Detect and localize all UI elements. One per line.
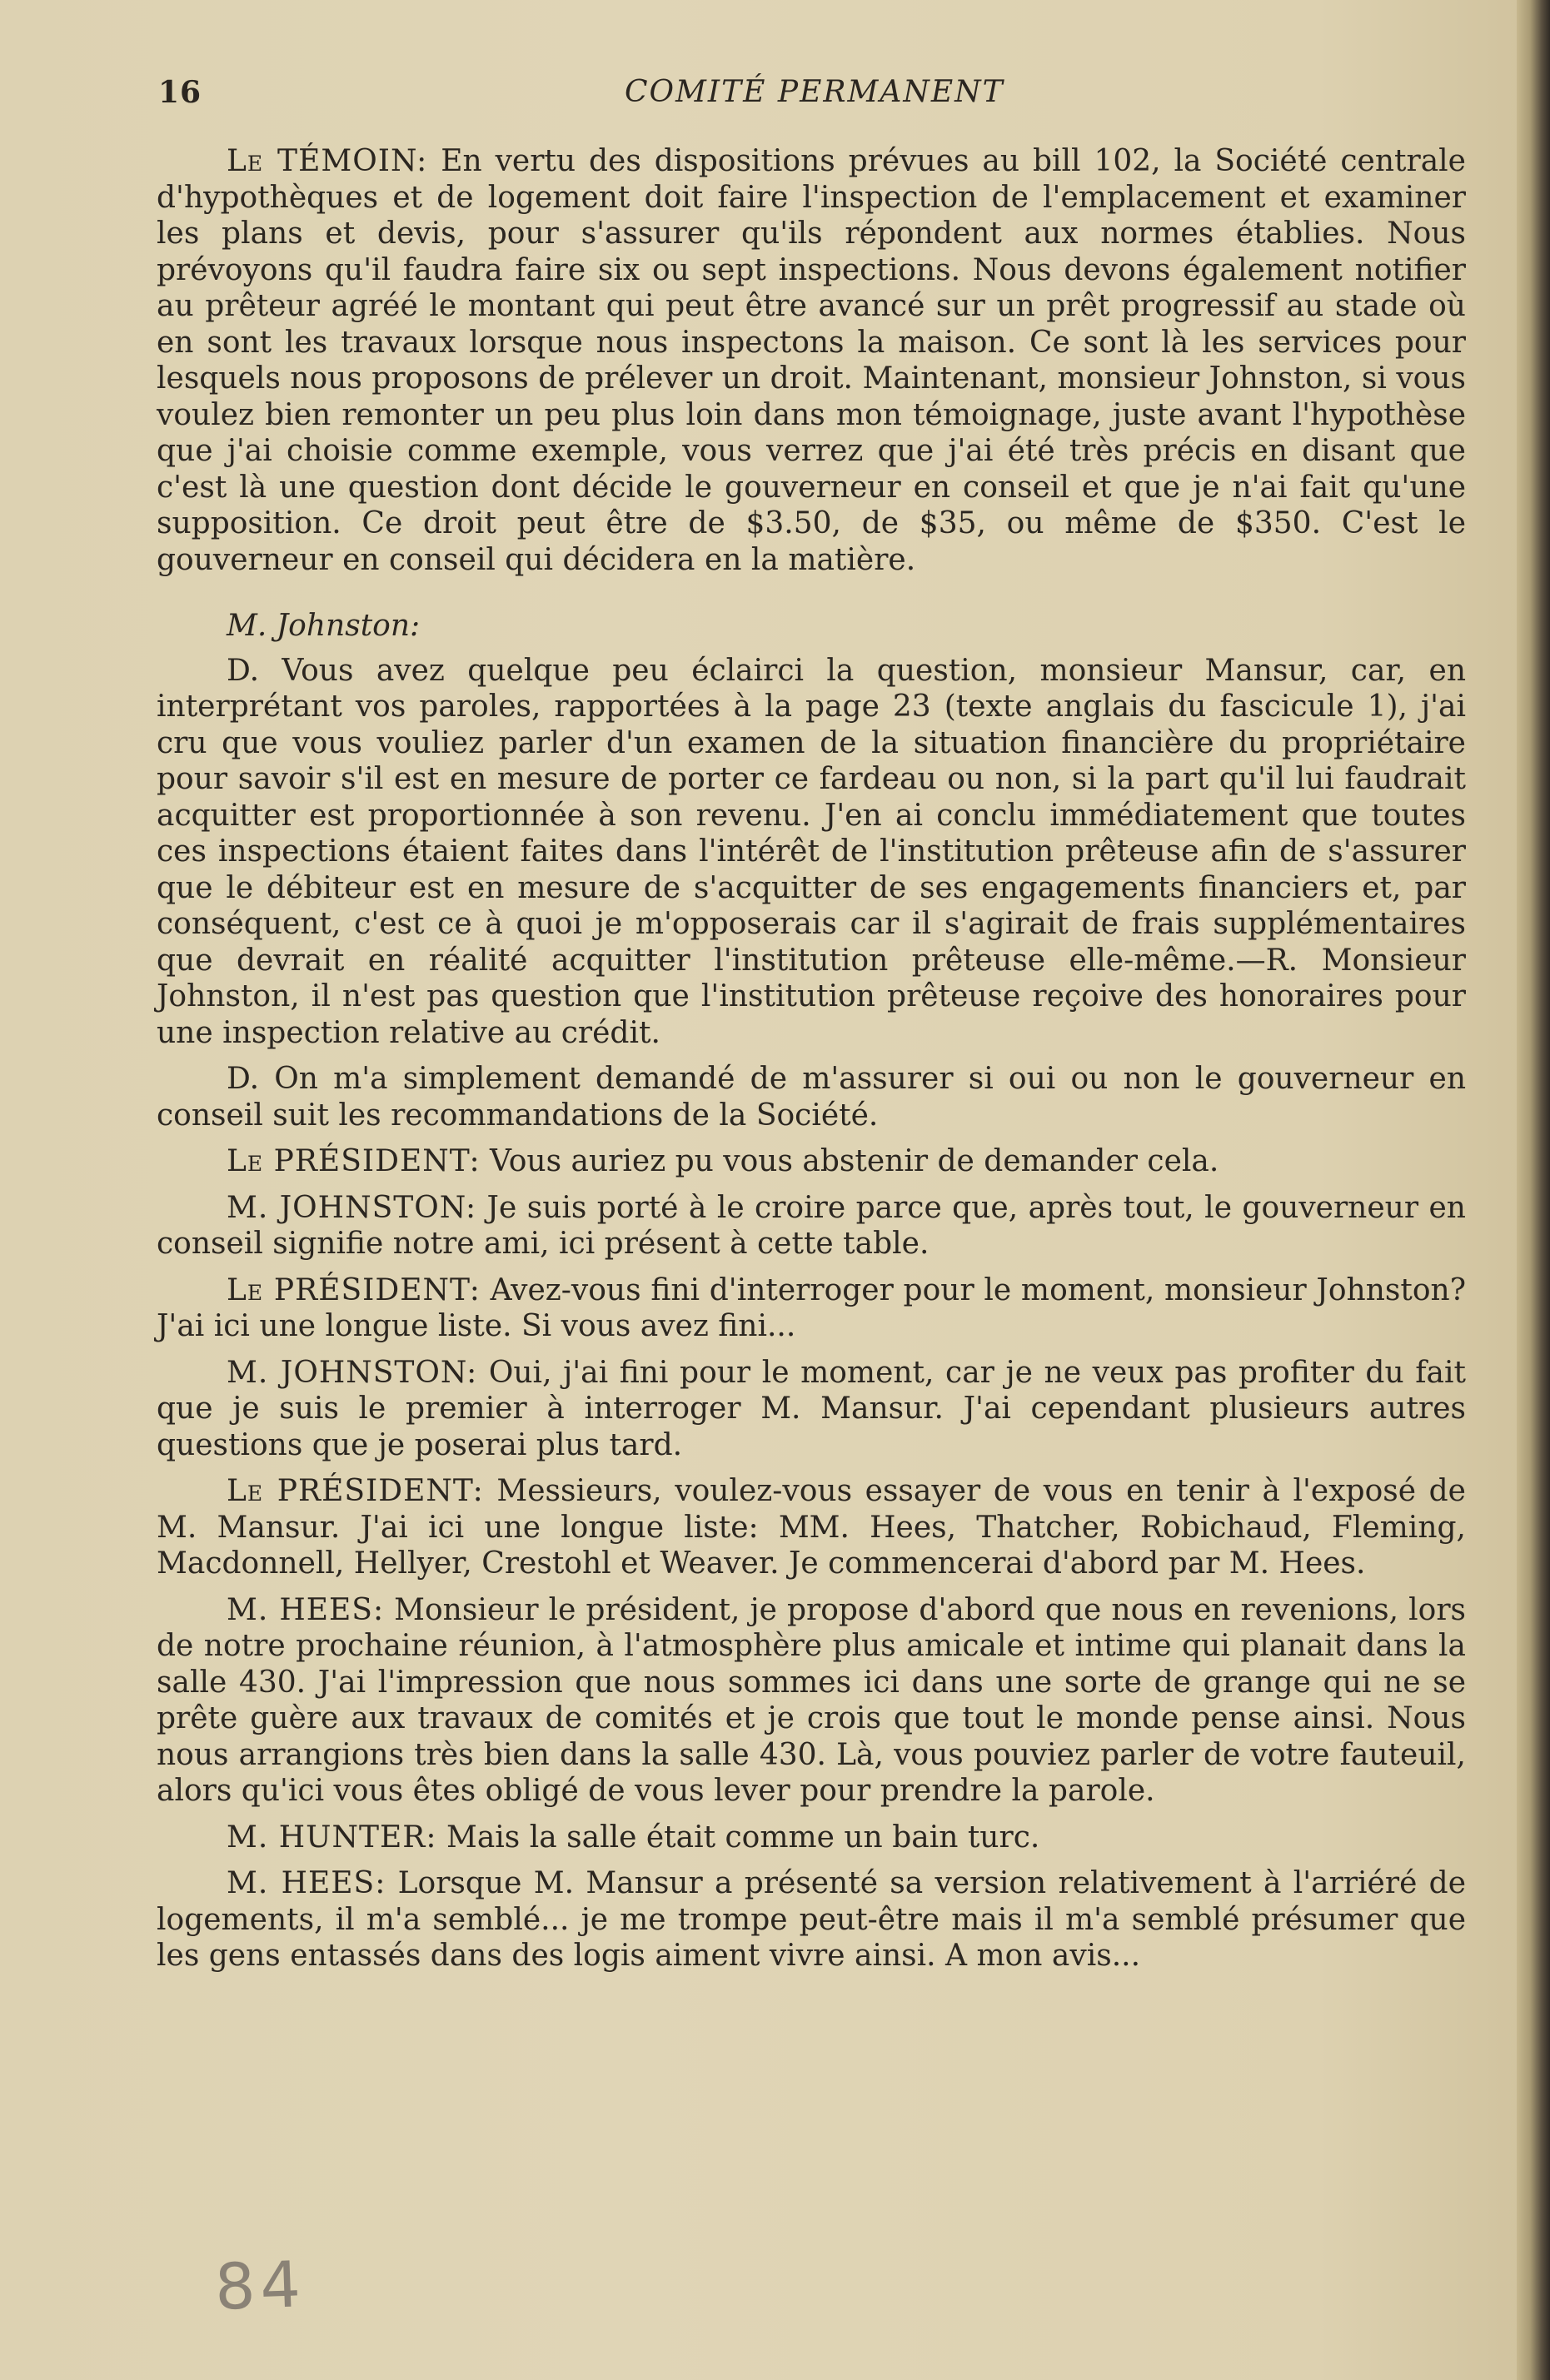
speaker-label: M. JOHNSTON: — [227, 1355, 478, 1390]
speaker-label: M. HUNTER: — [227, 1820, 437, 1855]
paragraph-text: Lorsque M. Mansur a présenté sa version relativement à l'arriéré de logements, il m'a semblé... je me trompe peut-être mais il m'a semblé présumer que les gens entassés dans des logis aiment vivre ainsi. A mon avis... — [157, 1866, 1467, 1973]
speaker-label: Le PRÉSIDENT: — [227, 1272, 481, 1307]
dialogue-paragraph — [157, 653, 1466, 1052]
running-title: COMITÉ PERMANENT — [625, 75, 1004, 109]
speaker-label: Le PRÉSIDENT: — [227, 1144, 481, 1178]
dialogue-paragraph — [157, 1190, 1466, 1262]
speaker-label: M. HEES: — [227, 1592, 385, 1627]
dialogue-paragraph — [157, 1355, 1466, 1464]
page-header — [158, 75, 1508, 125]
dialogue-paragraph — [157, 1865, 1466, 1974]
dialogue-paragraph — [157, 1592, 1466, 1810]
dialogue-paragraph — [157, 1272, 1466, 1345]
paragraph-text: D. On m'a simplement demandé de m'assurer si oui ou non le gouverneur en conseil suit les recommandations de la Société. — [157, 1062, 1466, 1133]
paragraph-text: Oui, j'ai fini pour le moment, car je ne veux pas profiter du fait que je suis le premier à interroger M. Mansur. J'ai cependant plusieurs autres questions que je poserai plus tard. — [157, 1355, 1466, 1462]
speaker-label: Le TÉMOIN: — [227, 144, 428, 178]
paragraph-temoin — [157, 143, 1466, 578]
dialogue-paragraph — [157, 1061, 1466, 1133]
dialogue-paragraph — [157, 1143, 1466, 1180]
handwritten-page-number: 84 — [213, 2247, 307, 2324]
book-spine-shadow — [1517, 0, 1550, 2380]
subheading-johnston: M. Johnston: — [227, 609, 421, 643]
paragraph-text: Messieurs, voulez-vous essayer de vous en tenir à l'exposé de M. Mansur. J'ai ici une longue liste: MM. Hees, Thatcher, Robichaud, Fleming, Macdonnell, Hellyer, Crestohl et Weaver. Je commencerai d'abord par M. Hees. — [157, 1474, 1466, 1581]
paragraph-text: Je suis porté à le croire parce que, après tout, le gouverneur en conseil signifie notre ami, ici présent à cette table. — [157, 1190, 1466, 1261]
paragraph-text: Avez-vous fini d'interroger pour le moment, monsieur Johnston? J'ai ici une longue liste. Si vous avez fini... — [157, 1272, 1466, 1343]
page-number: 16 — [158, 75, 202, 110]
speaker-label: M. HEES: — [227, 1866, 386, 1900]
paragraph-text: Monsieur le président, je propose d'abord que nous en revenions, lors de notre prochaine réunion, à l'atmosphère plus amicale et intime qui planait dans la salle 430. J'ai l'impression que nous sommes ici dans une sorte de grange qui ne se prête guère aux travaux de comités et je crois que tout le monde pense ainsi. Nous nous arrangions très bien dans la salle 430. Là, vous pouviez parler de votre fauteuil, alors qu'ici vous êtes obligé de vous lever pour prendre la parole. — [157, 1592, 1466, 1808]
speaker-label: M. JOHNSTON: — [227, 1190, 477, 1225]
paragraph-text: Vous auriez pu vous abstenir de demander cela. — [490, 1144, 1219, 1178]
body-text — [157, 143, 1466, 1974]
dialogue-paragraph — [157, 1820, 1466, 1856]
dialogue-paragraph — [157, 1473, 1466, 1582]
paragraph-text: En vertu des dispositions prévues au bill 102, la Société centrale d'hypothèques et de logement doit faire l'inspection de l'emplacement et examiner les plans et devis, pour s'assurer qu'ils répondent aux normes établies. Nous prévoyons qu'il faudra faire six ou sept inspections. Nous devons également notifier au prêteur agréé le montant qui peut être avancé sur un prêt progressif au stade où en sont les travaux lorsque nous inspectons la maison. Ce sont là les services pour lesquels nous proposons de prélever un droit. Maintenant, monsieur Johnston, si vous voulez bien remonter un peu plus loin dans mon témoignage, juste avant l'hypothèse que j'ai choisie comme exemple, vous verrez que j'ai été très précis en disant que c'est là une question dont décide le gouverneur en conseil et que je n'ai fait qu'une supposition. Ce droit peut être de $3.50, de $35, ou même de $350. C'est le gouverneur en conseil qui décidera en la matière. — [157, 144, 1466, 577]
speaker-label: Le PRÉSIDENT: — [227, 1474, 484, 1508]
paragraph-text: D. Vous avez quelque peu éclairci la question, monsieur Mansur, car, en interprétant vos paroles, rapportées à la page 23 (texte anglais du fascicule 1), j'ai cru que vous vouliez parler d'un examen de la situation financière du propriétaire pour savoir s'il est en mesure de porter ce fardeau ou non, si la part qu'il lui faudrait acquitter est proportionnée à son revenu. J'en ai conclu immédiatement que toutes ces inspections étaient faites dans l'intérêt de l'institution prêteuse afin de s'assurer que le débiteur est en mesure de s'acquitter de ses engagements financiers et, par conséquent, c'est ce à quoi je m'opposerais car il s'agirait de frais supplémentaires que devrait en réalité acquitter l'institution prêteuse elle-même.—R. Monsieur Johnston, il n'est pas question que l'institution prêteuse reçoive des honoraires pour une inspection relative au crédit. — [157, 653, 1466, 1050]
paragraph-text: Mais la salle était comme un bain turc. — [446, 1820, 1040, 1855]
